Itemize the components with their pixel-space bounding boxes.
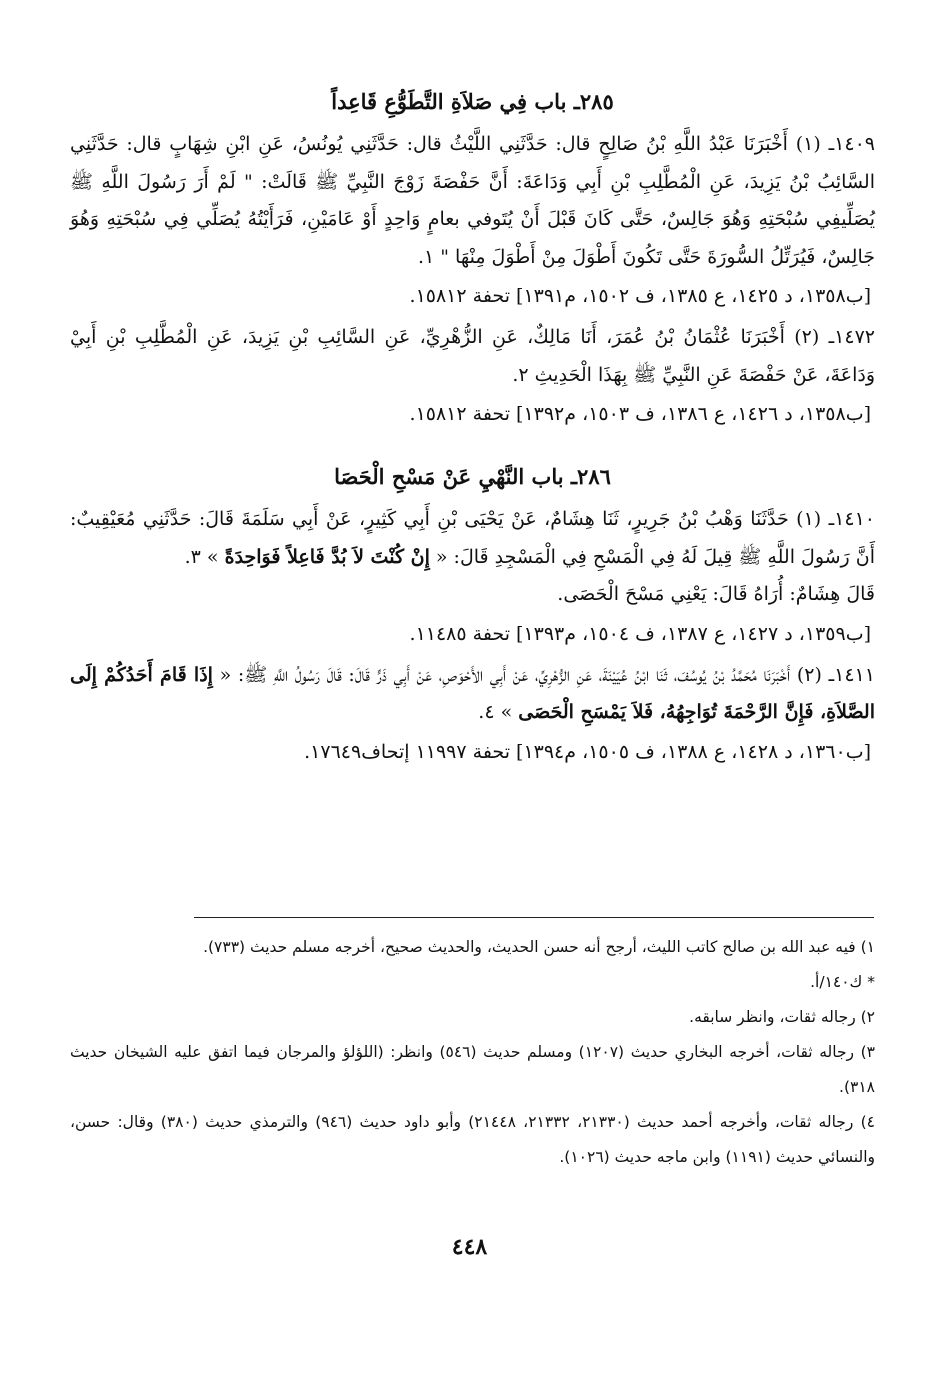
hadith-reference: [ب١٣٥٩، د ١٤٢٧، ع ١٣٨٧، ف ١٥٠٤، م١٣٩٣] تحفة ١١٤٨٥.: [409, 622, 871, 645]
hadith-number: ١٤١١ـ (٢): [796, 663, 875, 686]
hadith-1411: [70, 657, 875, 732]
footnote-3: ٣) رجاله ثقات، أخرجه البخاري حديث (١٢٠٧) ومسلم حديث (٥٤٦) وانظر: (اللؤلؤ والمرجان فيما اتفق عليه الشيخان حديث ٣١٨).: [70, 1043, 875, 1096]
footnotes: [70, 930, 875, 1175]
footnote-divider: [194, 917, 874, 918]
footnote-2: ٢) رجاله ثقات، وانظر سابقه.: [689, 1008, 875, 1026]
page-number: ٤٤٨: [451, 1234, 488, 1260]
footnote-1: ١) فيه عبد الله بن صالح كاتب الليث، أرجح أنه حسن الحديث، والحديث صحيح، أخرجه مسلم حديث (٧٣٣).: [203, 938, 875, 956]
hadith-note: قَالَ هِشَامٌ: أُرَاهُ قَالَ: يَعْنِي مَسْحَ الْحَصَى.: [557, 583, 875, 605]
hadith-number: ١٤١٠ـ (١): [796, 508, 875, 530]
chapter-title: ٢٨٥ـ باب فِي صَلاَةِ التَّطَوُّعِ قَاعِداً: [331, 89, 614, 114]
main-text: [70, 84, 875, 775]
hadith-1472: [70, 319, 875, 394]
hadith-1409: [70, 126, 875, 276]
hadith-text-end: » ٣.: [184, 545, 219, 568]
hadith-number: ١٤٠٩ـ (١): [795, 133, 875, 155]
hadith-text: أَخْبَرَنَا مُحَمَّدُ بْنُ يُوسُفَ، ثَنَا ابْنُ عُيَيْنَةَ، عَنِ الزُّهْرِيِّ، عَنْ أَبِي الأَحْوَصِ، عَنْ أَبِي ذَرٍّ قَالَ: قَالَ رَسُولُ اللَّهِ ﷺ: «: [219, 663, 791, 686]
hadith-text: أَخْبَرَنَا عُثْمَانُ بْنُ عُمَرَ، أَنَا مَالِكٌ، عَنِ الزُّهْرِيِّ، عَنِ السَّائِبِ بْنِ يَزِيدَ، عَنِ الْمُطَّلِبِ بْنِ أَبِيْ وَدَاعَةَ، عَنْ حَفْصَةَ عَنِ النَّبِيِّ ﷺ بِهَذَا الْحَدِيثِ ٢.: [70, 326, 875, 386]
footnote-marker: * ك١٤٠/أ.: [810, 973, 875, 991]
hadith-reference: [ب١٣٥٨، د ١٤٢٥، ع ١٣٨٥، ف ١٥٠٢، م١٣٩١] تحفة ١٥٨١٢.: [409, 285, 871, 307]
hadith-reference: [ب١٣٦٠، د ١٤٢٨، ع ١٣٨٨، ف ١٥٠٥، م١٣٩٤] تحفة ١١٩٩٧ إتحاف١٧٦٤٩.: [304, 740, 871, 763]
hadith-text: أَخْبَرَنَا عَبْدُ اللَّهِ بْنُ صَالِحٍ قال: حَدَّثَنِي اللَّيْثُ قال: حَدَّثَنِي يُونُسُ، عَنِ ابْنِ شِهَابٍ قال: حَدَّثَنِي السَّائِبُ بْنُ يَزِيدَ، عَنِ الْمُطَّلِبِ بْنِ أَبِي وَدَاعَةَ: أَنَّ حَفْصَةَ زَوْجَ النَّبِيِّ ﷺ قَالَتْ: " لَمْ أَرَ رَسُولَ اللَّهِ ﷺ يُصَلِّيفِي سُبْحَتِهِ وَهُوَ جَالِسٌ، حَتَّى كَانَ قَبْلَ أَنْ يُتَوفي بعامٍ وَاحِدٍ أَوْ عَامَيْنِ، فَرَأَيْتُهُ يُصَلِّي فِي سُبْحَتِهِ وَهُوَ جَالِسٌ، فَيُرَتِّلُ السُّورَةَ حَتَّى تَكُونَ أَطْوَلَ مِنْ أَطْوَلَ مِنْهَا " ١.: [70, 133, 875, 268]
hadith-matn-bold: إِذَا قَامَ أَحَدُكُمْ إِلَى الصَّلاَةِ، فَإِنَّ الرَّحْمَةَ تُوَاجِهُهُ، فَلاَ يَمْسَحِ الْحَصَى: [70, 663, 875, 723]
hadith-number: ١٤٧٢ـ (٢): [794, 326, 875, 348]
chapter-title: ٢٨٦ـ باب النَّهْيِ عَنْ مَسْحِ الْحَصَا: [334, 464, 611, 489]
hadith-matn-bold: إِنْ كُنْتَ لاَ بُدَّ فَاعِلاً فَوَاحِدَةً: [224, 545, 430, 568]
hadith-text-end: » ٤.: [478, 701, 513, 723]
hadith-reference: [ب١٣٥٨، د ١٤٢٦، ع ١٣٨٦، ف ١٥٠٣، م١٣٩٢] تحفة ١٥٨١٢.: [409, 403, 871, 425]
hadith-text: حَدَّثَنَا وَهْبُ بْنُ جَرِيرٍ، ثَنَا هِشَامٌ، عَنْ يَحْيَى بْنِ أَبِي كَثِيرٍ، عَنْ أَبِي سَلَمَةَ قَالَ: حَدَّثَنِي مُعَيْقِيبٌ: أَنَّ رَسُولَ اللَّهِ ﷺ قِيلَ لَهُ فِي الْمَسْحِ فِي الْمَسْجِدِ قَالَ: «: [70, 508, 875, 568]
hadith-1410: [70, 501, 875, 576]
footnote-4: ٤) رجاله ثقات، وأخرجه أحمد حديث (٢١٣٣٠، ٢١٣٣٢، ٢١٤٤٨) وأبو داود حديث (٩٤٦) والترمذي حديث (٣٨٠) وقال: حسن، والنسائي حديث (١١٩١) وابن ماجه حديث (١٠٢٦).: [70, 1113, 875, 1166]
